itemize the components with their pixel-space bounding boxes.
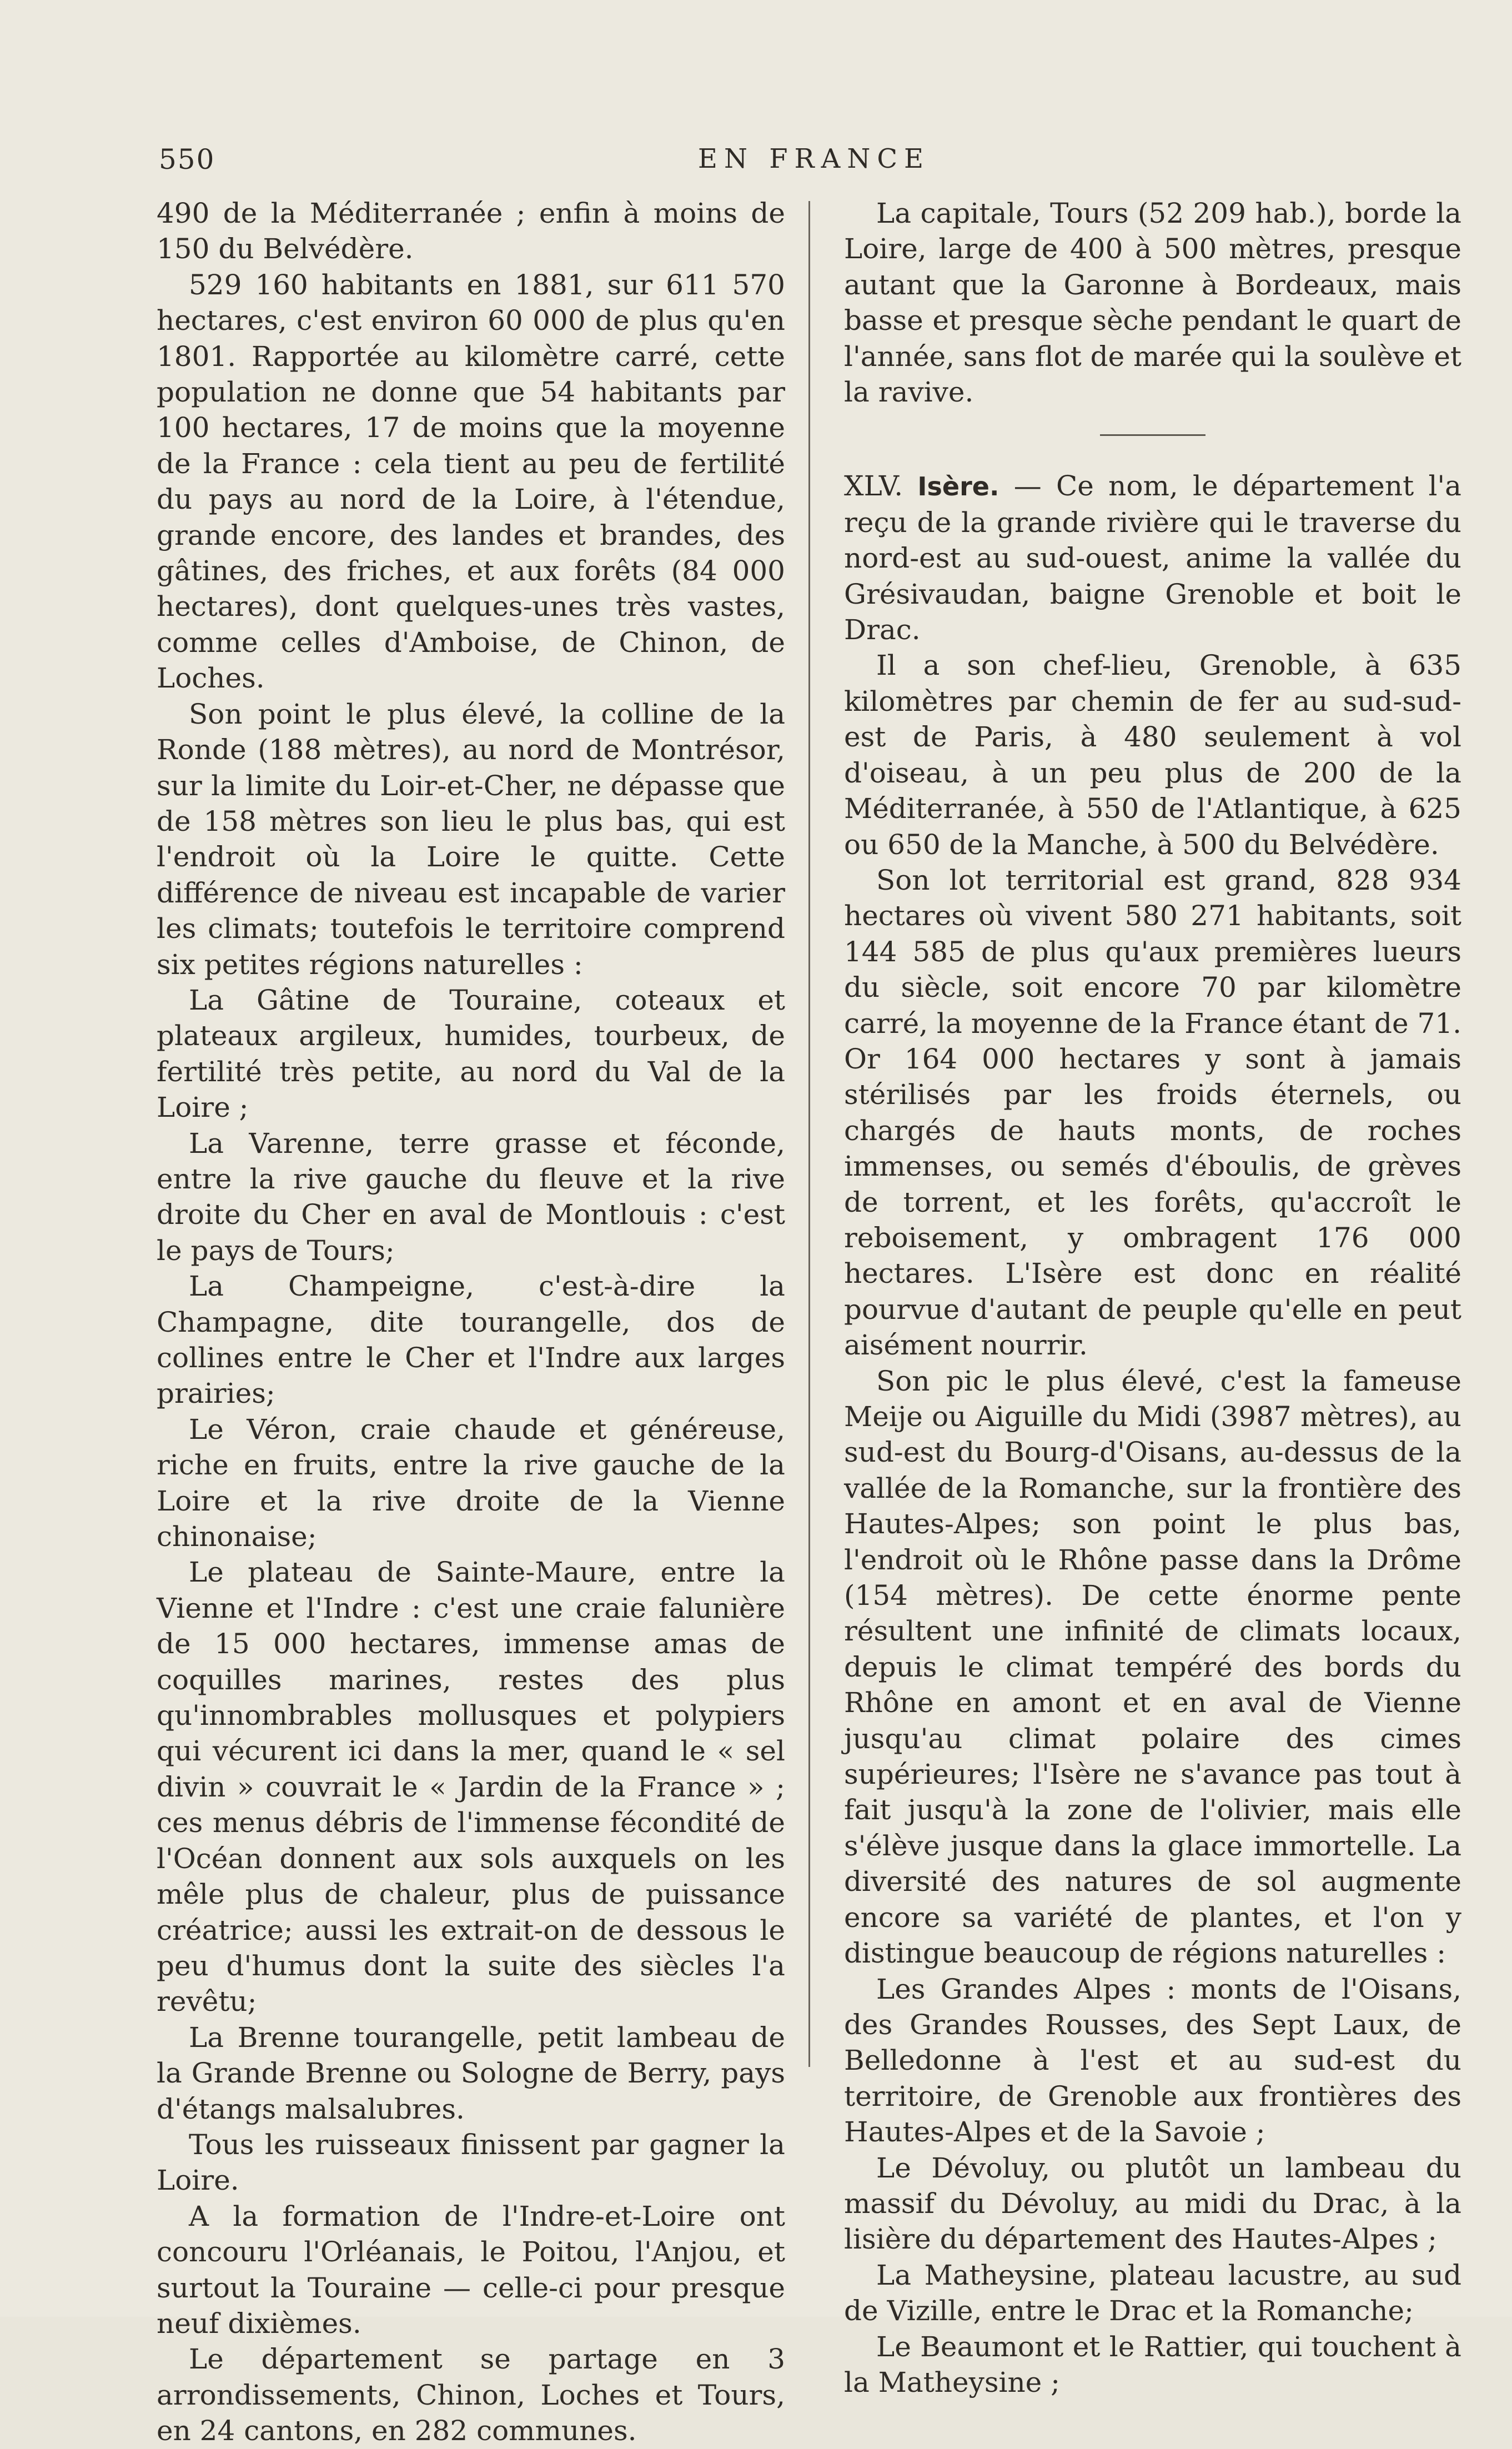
paragraph: La Brenne tourangelle, petit lambeau de la Grande Brenne ou Sologne de Berry, pays d'étangs malsalubres. bbox=[157, 2021, 785, 2125]
page-header bbox=[159, 143, 1469, 182]
section-heading-paragraph bbox=[844, 468, 1461, 648]
paragraph: 490 de la Méditerranée ; enfin à moins de 150 du Belvédère. bbox=[157, 197, 785, 265]
page-number: 550 bbox=[159, 143, 215, 175]
section-number: XLV. bbox=[844, 470, 903, 503]
paragraph: Il a son chef-lieu, Grenoble, à 635 kilomètres par chemin de fer au sud-sud-est de Paris, à 480 seulement à vol d'oiseau, à un peu plus de 200 de la Méditerranée, à 550 de l'Atlantique, à 625 ou 650 de la Manche, à 500 du Belvédère. bbox=[844, 649, 1461, 861]
paragraph: La Matheysine, plateau lacustre, au sud de Vizille, entre le Drac et la Romanche; bbox=[844, 2259, 1461, 2327]
paragraph: La Varenne, terre grasse et féconde, entre la rive gauche du fleuve et la rive droite du Cher en aval de Montlouis : c'est le pays de Tours; bbox=[157, 1127, 785, 1267]
paragraph: 529 160 habitants en 1881, sur 611 570 hectares, c'est environ 60 000 de plus qu'en 1801. Rapportée au kilomètre carré, cette population ne donne que 54 habitants par 100 hectares, 17 de moins que la moyenne de la France : cela tient au peu de fertilité du pays au nord de la Loire, à l'étendue, grande encore, des landes et brandes, des gâtines, des friches, et aux forêts (84 000 hectares), dont quelques-unes très vastes, comme celles d'Amboise, de Chinon, de Loches. bbox=[157, 268, 785, 695]
paragraph: La Champeigne, c'est-à-dire la Champagne, dite tourangelle, dos de collines entre le Cher et l'Indre aux larges prairies; bbox=[157, 1270, 785, 1410]
right-column bbox=[844, 195, 1461, 2400]
paragraph: Le département se partage en 3 arrondissements, Chinon, Loches et Tours, en 24 cantons, en 282 communes. bbox=[157, 2343, 785, 2447]
section-intro: — Ce nom, le département l'a reçu de la grande rivière qui le traverse du nord-est au sud-ouest, anime la vallée du Grésivaudan, baigne Grenoble et boit le Drac. bbox=[844, 470, 1461, 646]
running-title: EN FRANCE bbox=[697, 143, 931, 174]
paragraph: Son lot territorial est grand, 828 934 hectares où vivent 580 271 habitants, soit 144 585 de plus qu'aux premières lueurs du siècle, soit encore 70 par kilomètre carré, la moyenne de la France étant de 71. Or 164 000 hectares y sont à jamais stérilisés par les froids éternels, ou chargés de hauts monts, de roches immenses, ou semés d'éboulis, de grèves de torrent, et les forêts, qu'accroît le reboisement, y ombragent 176 000 hectares. L'Isère est donc en réalité pourvue d'autant de peuple qu'elle en peut aisément nourrir. bbox=[844, 864, 1461, 1362]
paragraph: Les Grandes Alpes : monts de l'Oisans, des Grandes Rousses, des Sept Laux, de Belledonne à l'est et au sud-est du territoire, de Grenoble aux frontières des Hautes-Alpes et de la Savoie ; bbox=[844, 1973, 1461, 2149]
paragraph: A la formation de l'Indre-et-Loire ont concouru l'Orléanais, le Poitou, l'Anjou, et surtout la Touraine — celle-ci pour presque neuf dixièmes. bbox=[157, 2200, 785, 2340]
paragraph: Le Beaumont et le Rattier, qui touchent à la Matheysine ; bbox=[844, 2330, 1461, 2398]
paragraph: Son point le plus élevé, la colline de la Ronde (188 mètres), au nord de Montrésor, sur la limite du Loir-et-Cher, ne dépasse que de 158 mètres son lieu le plus bas, qui est l'endroit où la Loire le quitte. Cette différence de niveau est incapable de varier les climats; toutefois le territoire comprend six petites régions naturelles : bbox=[157, 697, 785, 981]
section-title: Isère. bbox=[917, 471, 999, 502]
paragraph: Son pic le plus élevé, c'est la fameuse Meije ou Aiguille du Midi (3987 mètres), au sud-est du Bourg-d'Oisans, au-dessus de la vallée de la Romanche, sur la frontière des Hautes-Alpes; son point le plus bas, l'endroit où le Rhône passe dans la Drôme (154 mètres). De cette énorme pente résultent une infinité de climats locaux, depuis le climat tempéré des bords du Rhône en amont et en aval de Vienne jusqu'au climat polaire des cimes supérieures; l'Isère ne s'avance pas tout à fait jusqu'à la zone de l'olivier, mais elle s'élève jusque dans la glace immortelle. La diversité des natures de sol augmente encore sa variété de plantes, et l'on y distingue beaucoup de régions naturelles : bbox=[844, 1364, 1461, 1970]
left-column bbox=[157, 195, 785, 2449]
paragraph: Tous les ruisseaux finissent par gagner la Loire. bbox=[157, 2128, 785, 2197]
paragraph: Le Dévoluy, ou plutôt un lambeau du massif du Dévoluy, au midi du Drac, à la lisière du département des Hautes-Alpes ; bbox=[844, 2151, 1461, 2256]
paragraph: La capitale, Tours (52 209 hab.), borde la Loire, large de 400 à 500 mètres, presque autant que la Garonne à Bordeaux, mais basse et presque sèche pendant le quart de l'année, sans flot de marée qui la soulève et la ravive. bbox=[844, 197, 1462, 409]
paragraph: Le Véron, craie chaude et généreuse, riche en fruits, entre la rive gauche de la Loire et la rive droite de la Vienne chinonaise; bbox=[157, 1413, 785, 1553]
column-divider bbox=[808, 201, 810, 2067]
paragraph: La Gâtine de Touraine, coteaux et plateaux argileux, humides, tourbeux, de fertilité très petite, au nord du Val de la Loire ; bbox=[157, 983, 785, 1124]
paragraph: Le plateau de Sainte-Maure, entre la Vienne et l'Indre : c'est une craie falunière de 15 000 hectares, immense amas de coquilles marines, restes des plus qu'innombrables mollusques et polypiers qui vécurent ici dans la mer, quand le « sel divin » couvrait le « Jardin de la France » ; ces menus débris de l'immense fécondité de l'Océan donnent aux sols auxquels on les mêle plus de chaleur, plus de puissance créatrice; aussi les extrait-on de dessous le peu d'humus dont la suite des siècles l'a revêtu; bbox=[157, 1556, 785, 2018]
section-separator bbox=[1100, 434, 1205, 436]
